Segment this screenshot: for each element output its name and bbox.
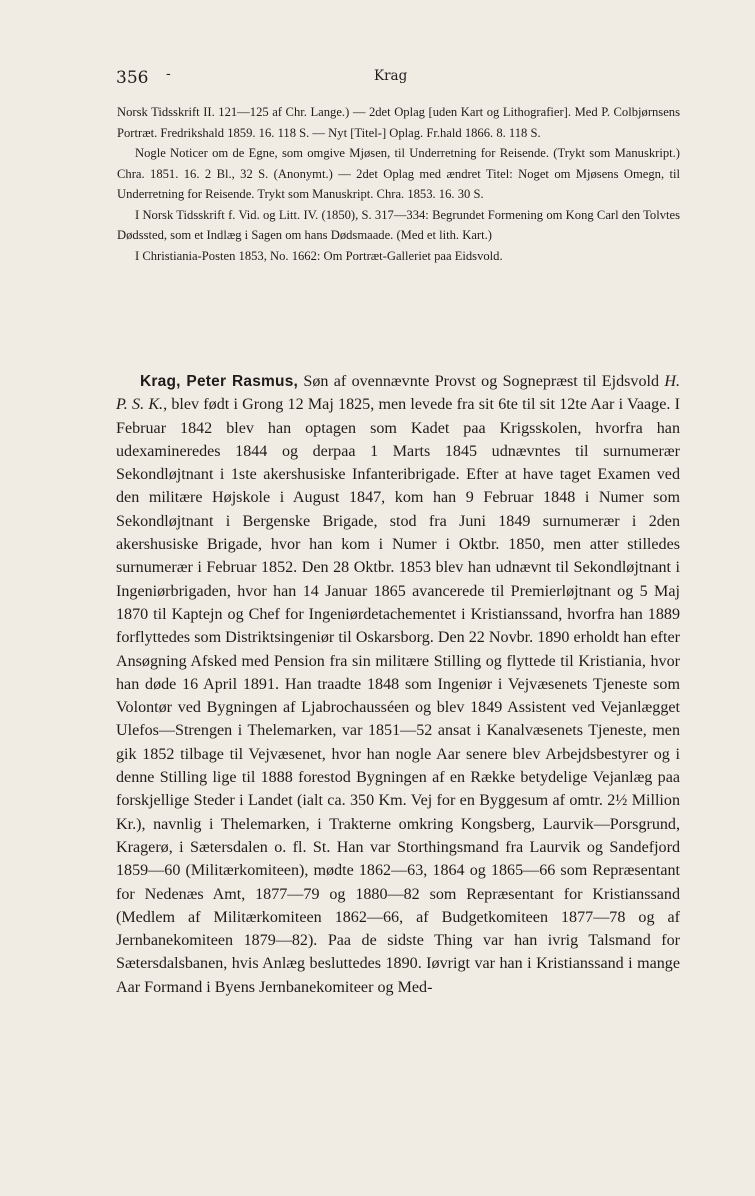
entry-initials: H. P. S. K.: [116, 373, 681, 414]
biography-paragraph: [116, 370, 680, 999]
bibliography-entry: I Christiania-Posten 1853, No. 1662: Om Portræt-Galleriet paa Eidsvold.: [135, 248, 503, 263]
page-number: 356: [116, 68, 149, 88]
bibliography-entry: Nogle Noticer om de Egne, som omgive Mjøsen, til Underretning for Reisende. (Trykt som Manuskript.) Chra. 1851. 16. 2 Bl., 32 S. (Anonymt.) — 2det Oplag med ændret Titel: Noget om Mjøsens Omegn, til Underretning for Reisende. Trykt som Manuskript. Chra. 1853. 16. 30 S.: [117, 146, 680, 201]
entry-name: Krag, Peter Rasmus,: [140, 373, 299, 390]
entry-text-body: , blev født i Grong 12 Maj 1825, men levede fra sit 6te til sit 12te Aar i Vaage. I Februar 1842 blev han optagen som Kadet paa Krigsskolen, hvorfra han udexamineredes 1844 og derpaa 1 Marts 1845 udnævntes til surnumerær Sekondløjtnant i 1ste akershusiske Infanteribrigade. Efter at have taget Examen ved den militære Højskole i August 1847, kom han 9 Februar 1848 i Numer som Sekondløjtnant i Bergenske Brigade, stod fra Juni 1849 surnumerær i 2den akershusiske Brigade, hvor han kom i Numer i Oktbr. 1850, men atter stilledes surnumerær i Februar 1852. Den 28 Oktbr. 1853 blev han udnævnt til Sekondløjtnant i Ingeniørbrigaden, hvor han 14 Januar 1865 avancerede til Premierløjtnant og 5 Maj 1870 til Kaptejn og Chef for Ingeniørdetachementet i Kristianssand, hvorfra han 1889 forflyttedes som Distriktsingeniør til Oskarsborg. Den 22 Novbr. 1890 erholdt han efter Ansøgning Afsked med Pension fra sin militære Stilling og flyttede til Kristiania, hvor han døde 16 April 1891. Han traadte 1848 som Ingeniør i Vejvæsenets Tjeneste som Volontør ved Bygningen af Ljabrochausséen og blev 1849 Assistent ved Vejanlægget Ulefos—Strengen i Thelemarken, var 1851—52 ansat i Kanalvæsenets Tjeneste, men gik 1852 tilbage til Vejvæsenet, hvor han nogle Aar senere blev Arbejdsbestyrer og i denne Stilling lige til 1888 forestod Bygningen af en Række betydelige Vejanlæg paa forskjellige Steder i Landet (ialt ca. 350 Km. Vej for en Byggesum af omtr. 2½ Million Kr.), navnlig i Thelemarken, i Trakterne omkring Kongsberg, Laurvik—Porsgrund, Kragerø, i Sætersdalen o. fl. St. Han var Storthingsmand fra Laurvik og Sandefjord 1859—60 (Militærkomiteen), mødte 1862—63, 1864 og 1865—66 som Repræsentant for Nedenæs Amt, 1877—79 og 1880—82 som Repræsentant for Kristianssand (Medlem af Militærkomiteen 1862—66, af Budgetkomiteen 1877—78 og af Jernbanekomiteen 1879—82). Paa de sidste Thing var han ivrig Talsmand for Sætersdalsbanen, hvis Anlæg besluttedes 1890. Iøvrigt var han i Kristianssand i mange Aar Formand i Byens Jernbanekomiteer og Med-: [116, 396, 680, 996]
bibliography-block: [117, 102, 680, 266]
bibliography-entry: I Norsk Tidsskrift f. Vid. og Litt. IV. (1850), S. 317—334: Begrundet Formening om Kong Carl den Tolvtes Dødssted, som et Indlæg i Sagen om hans Dødsmaade. (Med et lith. Kart.): [117, 207, 680, 242]
bibliography-entry: Norsk Tidsskrift II. 121—125 af Chr. Lange.) — 2det Oplag [uden Kart og Lithografier]. Med P. Colbjørnsens Portræt. Fredrikshald 1859. 16. 118 S. — Nyt [Titel-] Oplag. Fr.hald 1866. 8. 118 S.: [117, 105, 680, 140]
entry-text-intro: Søn af ovennævnte Provst og Sognepræst til Ejdsvold: [298, 373, 665, 390]
biography-entry: [116, 370, 680, 999]
header-mark: -: [166, 66, 171, 82]
running-title: Krag: [374, 68, 408, 84]
page-header: [0, 66, 755, 90]
